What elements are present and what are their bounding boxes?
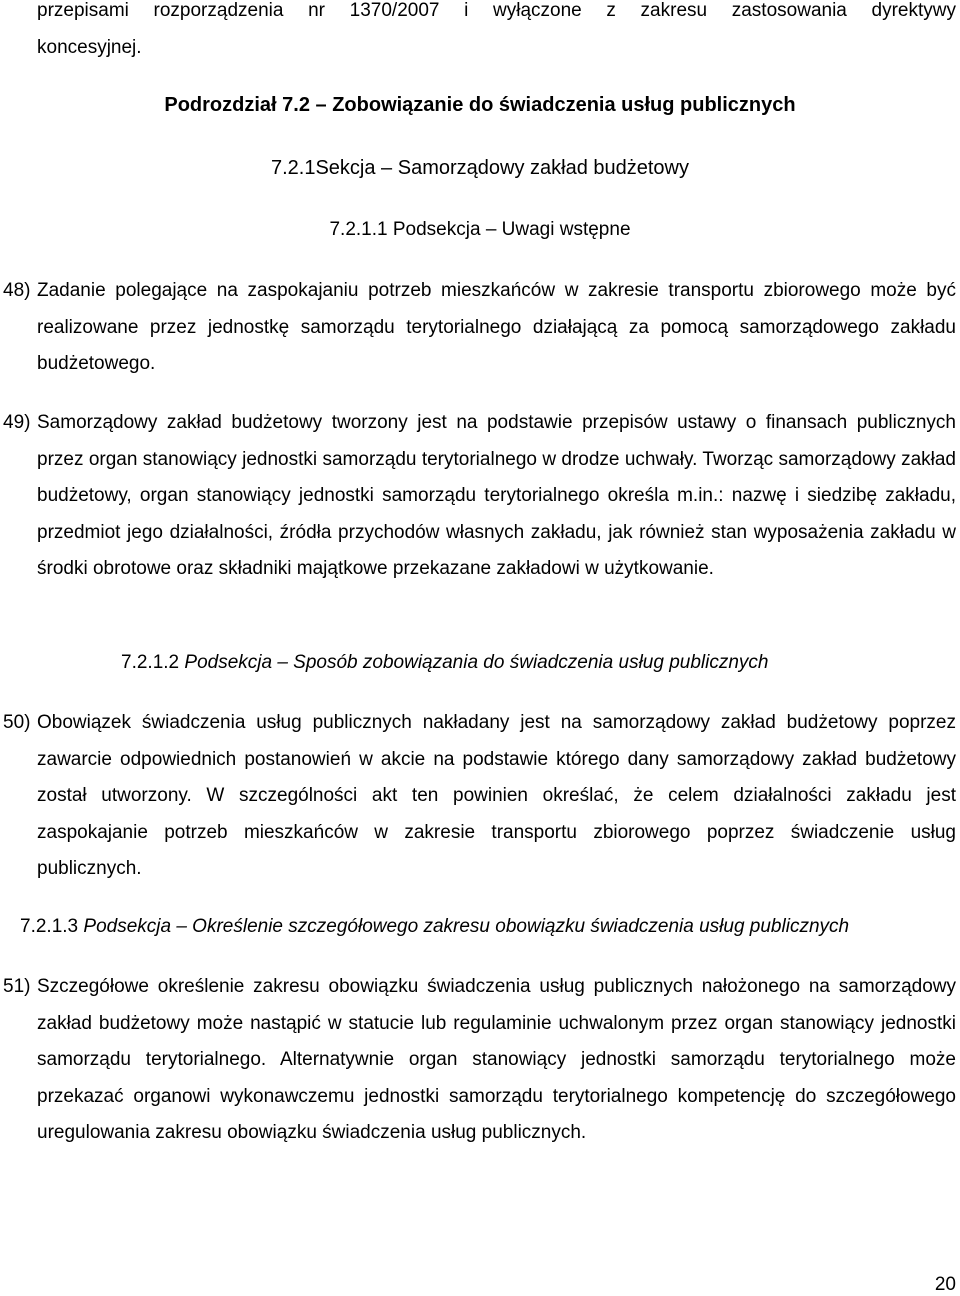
paragraph-49-number: 49) <box>3 412 31 433</box>
paragraph-48 <box>0 273 956 383</box>
subchapter-title: Podrozdział 7.2 – Zobowiązanie do świadczenia usług publicznych <box>164 94 796 116</box>
subsection-2-number: 7.2.1.2 <box>121 652 180 673</box>
intro-line-1: przepisami rozporządzenia nr 1370/2007 i wyłączone z zakresu zastosowania dyrektywy <box>37 0 956 21</box>
subsection-heading-2 <box>121 652 768 674</box>
paragraph-50 <box>0 705 956 888</box>
section-heading <box>0 157 960 180</box>
page-number: 20 <box>934 1274 956 1295</box>
section-title: 7.2.1Sekcja – Samorządowy zakład budżetowy <box>270 157 689 179</box>
subsection-1-label: Podsekcja – Uwagi wstępne <box>392 219 631 240</box>
paragraph-50-text: Obowiązek świadczenia usług publicznych nakładany jest na samorządowy zakład budżetowy poprzez zawarcie odpowiednich postanowień w akcie na podstawie którego dany samorządowy zakład budżetowy został utworzony. W szczególności akt ten powinien określać, że celem działalności zakładu jest zaspokajanie potrzeb mieszkańców w zakresie transportu zbiorowego poprzez świadczenie usług publicznych. <box>37 712 956 879</box>
subchapter-heading <box>0 94 960 117</box>
paragraph-49 <box>0 405 956 588</box>
paragraph-50-number: 50) <box>3 712 31 733</box>
paragraph-51-number: 51) <box>3 976 31 997</box>
intro-line-2: koncesyjnej. <box>37 36 142 58</box>
subsection-heading-3 <box>20 916 849 938</box>
paragraph-51 <box>0 969 956 1152</box>
paragraph-48-text: Zadanie polegające na zaspokajaniu potrzeb mieszkańców w zakresie transportu zbiorowego może być realizowane przez jednostkę samorządu terytorialnego działającą za pomocą samorządowego zakładu budżetowego. <box>37 280 956 374</box>
subsection-heading-1 <box>0 219 960 241</box>
subsection-3-label: Podsekcja – Określenie szczegółowego zakresu obowiązku świadczenia usług publicznych <box>83 916 850 937</box>
subsection-2-label: Podsekcja – Sposób zobowiązania do świadczenia usług publicznych <box>184 652 769 673</box>
subsection-1-number: 7.2.1.1 <box>329 219 388 240</box>
paragraph-51-text: Szczegółowe określenie zakresu obowiązku świadczenia usług publicznych nałożonego na samorządowy zakład budżetowy może nastąpić w statucie lub regulaminie uchwalonym przez organ stanowiący jednostki samorządu terytorialnego. Alternatywnie organ stanowiący jednostki samorządu terytorialnego może przekazać organowi wykonawczemu jednostki samorządu terytorialnego kompetencję do szczegółowego uregulowania zakresu obowiązku świadczenia usług publicznych. <box>37 976 956 1143</box>
subsection-3-number: 7.2.1.3 <box>20 916 79 937</box>
intro-paragraph <box>37 0 956 66</box>
paragraph-49-text: Samorządowy zakład budżetowy tworzony jest na podstawie przepisów ustawy o finansach publicznych przez organ stanowiący jednostki samorządu terytorialnego w drodze uchwały. Tworząc samorządowy zakład budżetowy, organ stanowiący jednostki samorządu terytorialnego określa m.in.: nazwę i siedzibę zakładu, przedmiot jego działalności, źródła przychodów własnych zakładu, jak również stan wyposażenia zakładu w środki obrotowe oraz składniki majątkowe przekazane zakładowi w użytkowanie. <box>37 412 956 579</box>
paragraph-48-number: 48) <box>3 280 31 301</box>
